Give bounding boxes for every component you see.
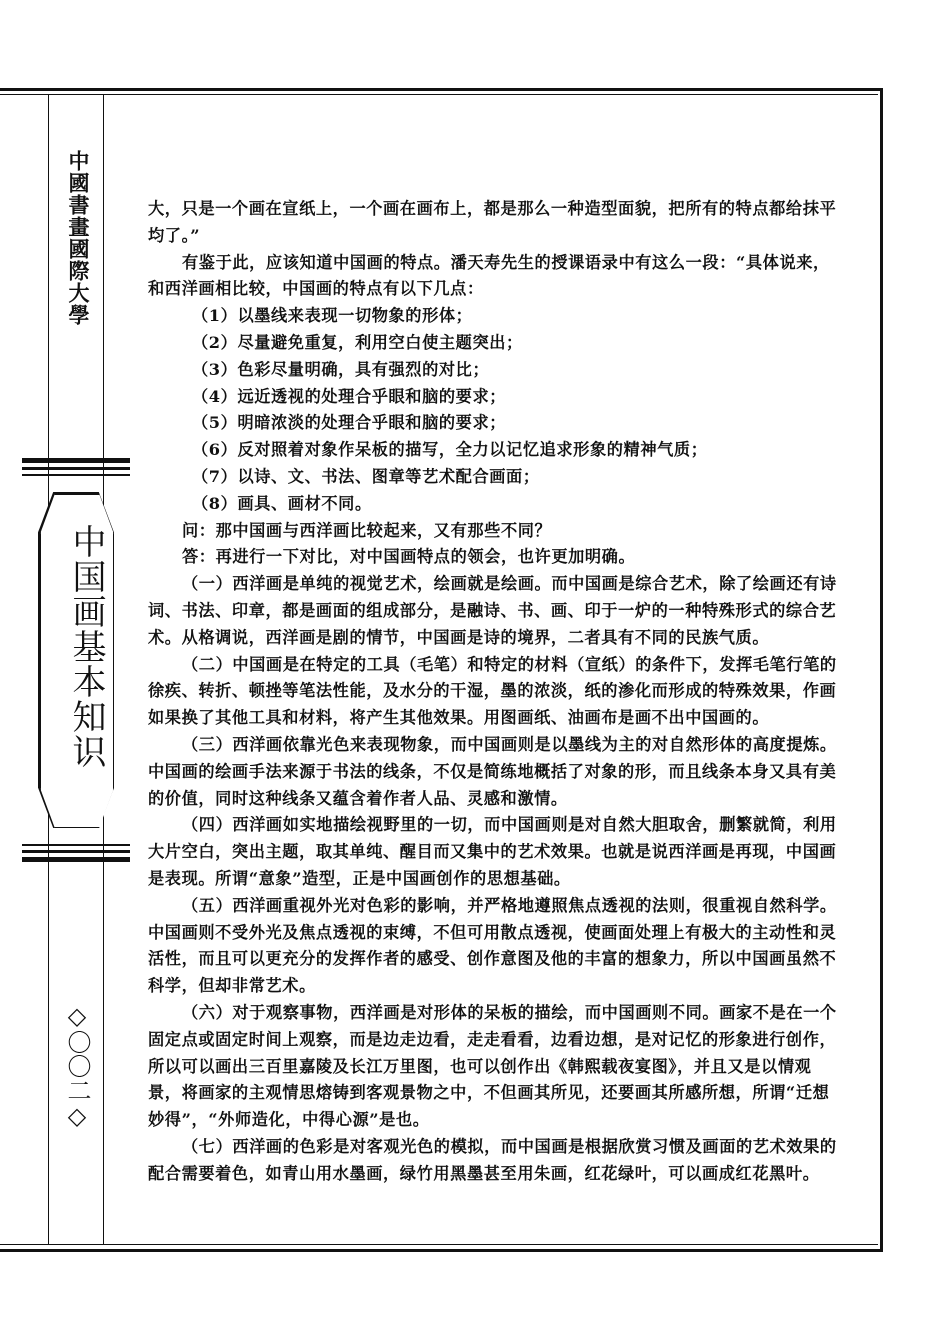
page-number: ◇〇〇二◇ — [63, 1002, 91, 1130]
school-name: 中國書畫國際大學 — [66, 150, 91, 326]
list-item: （2）尽量避免重复，利用空白使主题突出； — [192, 332, 523, 352]
list-item: （1）以墨线来表现一切物象的形体； — [192, 306, 473, 326]
plaque-bar — [22, 850, 130, 853]
paragraph: （二）中国画是在特定的工具（毛笔）和特定的材料（宣纸）的条件下，发挥毛笔行笔的徐疾、转折、顿挫等笔法性能，及水分的干湿，墨的浓淡，纸的渗化而形成的特殊效果，作画如果换了其他工具和材料，将产生其他效果。用图画纸、油画布是画不出中国画的。 — [148, 654, 837, 728]
paragraph: 有鉴于此，应该知道中国画的特点。潘天寿先生的授课语录中有这么一段：“具体说来，和西洋画相比较，中国画的特点有以下几点： — [148, 252, 830, 299]
paragraph: 大，只是一个画在宣纸上，一个画在画布上，都是那么一种造型面貌，把所有的特点都给抹平均了。” — [148, 199, 837, 245]
plaque-bar — [22, 458, 130, 463]
frame-bottom-rule — [0, 1249, 883, 1252]
book-title-plaque — [22, 458, 130, 862]
body-text — [148, 196, 842, 1187]
answer: 答：再进行一下对比，对中国画特点的领会，也许更加明确。 — [182, 547, 636, 567]
list-item: （3）色彩尽量明确，具有强烈的对比； — [192, 359, 490, 379]
list-item: （8）画具、画材不同。 — [192, 493, 372, 513]
list-item: （4）远近透视的处理合乎眼和脑的要求； — [192, 386, 507, 406]
plaque-bar — [22, 467, 130, 470]
frame-right-rule — [880, 88, 883, 1252]
paragraph: （四）西洋画如实地描绘视野里的一切，而中国画则是对自然大胆取舍，删繁就简，利用大片空白，突出主题，取其单纯、醒目而又集中的艺术效果。也就是说西洋画是再现，中国画是表现。所谓“意象”造型，正是中国画创作的思想基础。 — [148, 815, 837, 888]
paragraph: （五）西洋画重视外光对色彩的影响，并严格地遵照焦点透视的法则，很重视自然科学。中国画则不受外光及焦点透视的束缚，不但可用散点透视，使画面处理上有极大的主动性和灵活性，而且可以更充分的发挥作者的感受、创作意图及他的丰富的想象力，所以中国画虽然不科学，但却非常艺术。 — [148, 895, 837, 996]
paragraph: （六）对于观察事物，西洋画是对形体的呆板的描绘，而中国画则不同。画家不是在一个固定点或固定时间上观察，而是边走边看，走走看看，边看边想，是对记忆的形象进行创作，所以可以画出三百里嘉陵及长江万里图，也可以创作出《韩熙载夜宴图》，并且又是以情观景，将画家的主观情思熔铸到客观景物之中，不但画其所见，还要画其所感所想，所谓“迁想妙得”，“外师造化，中得心源”是也。 — [148, 1002, 837, 1130]
paragraph: （一）西洋画是单纯的视觉艺术，绘画就是绘画。而中国画是综合艺术，除了绘画还有诗词、书法、印章，都是画面的组成部分，是融诗、书、画、印于一炉的一种特殊形式的综合艺术。从格调说，西洋画是剧的情节，中国画是诗的境界，二者具有不同的民族气质。 — [148, 574, 837, 647]
frame-bottom-rule-inner — [0, 1244, 878, 1245]
paragraph: （三）西洋画依靠光色来表现物象，而中国画则是以墨线为主的对自然形体的高度提炼。中国画的绘画手法来源于书法的线条，不仅是简练地概括了对象的形，而且线条本身又具有美的价值，同时这种线条又蕴含着作者人品、灵感和激情。 — [148, 734, 837, 808]
list-item: （7）以诗、文、书法、图章等艺术配合画面； — [192, 466, 540, 486]
plaque-bar — [22, 474, 130, 476]
list-item: （6）反对照着对象作呆板的描写，全力以记忆追求形象的精神气质； — [192, 440, 708, 460]
question: 问：那中国画与西洋画比较起来，又有那些不同？ — [182, 520, 552, 540]
frame-top-rule-inner — [0, 94, 878, 95]
book-title: 中国画基本知识 — [66, 524, 106, 769]
plaque-bar — [22, 857, 130, 862]
plaque-bar — [22, 844, 130, 846]
list-item: （5）明暗浓淡的处理合乎眼和脑的要求； — [192, 413, 507, 433]
paragraph: （七）西洋画的色彩是对客观光色的模拟，而中国画是根据欣赏习惯及画面的艺术效果的配合需要着色，如青山用水墨画，绿竹用黑墨甚至用朱画，红花绿叶，可以画成红花黑叶。 — [148, 1136, 837, 1183]
frame-top-rule — [0, 88, 882, 91]
